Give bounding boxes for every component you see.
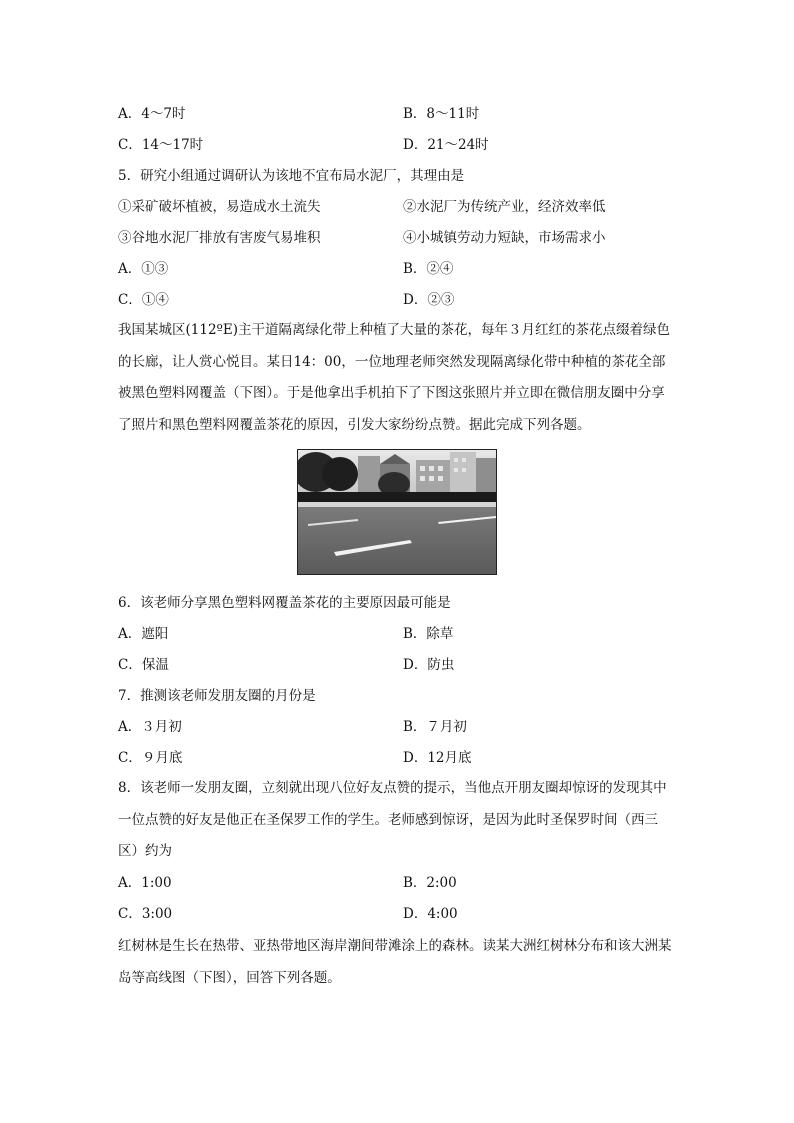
q4-option-c: C．14～17时: [118, 137, 204, 153]
q4-option-d: D．21～24时: [403, 137, 489, 153]
q6-option-b: B．除草: [403, 626, 454, 642]
q5-option-c: C．①④: [118, 292, 169, 308]
q5-item-4: ④小城镇劳动力短缺，市场需求小: [403, 230, 606, 246]
q8-option-d: D．4:00: [403, 906, 458, 922]
q5-item-1: ①采矿破坏植被，易造成水土流失: [118, 199, 321, 215]
q6-option-c: C．保温: [118, 657, 169, 673]
q5-item-3: ③谷地水泥厂排放有害废气易堆积: [118, 230, 321, 246]
q5-option-d: D．②③: [403, 292, 455, 308]
q8-option-c: C．3:00: [118, 906, 173, 922]
q7-option-a: A．３月初: [118, 719, 182, 735]
q7-stem: 7．推测该老师发朋友圈的月份是: [118, 688, 316, 704]
q5-option-a: A．①③: [118, 261, 169, 277]
street-photo: [297, 449, 497, 575]
q5-stem: 5．研究小组通过调研认为该地不宜布局水泥厂，其理由是: [118, 168, 465, 184]
q7-option-b: B．７月初: [403, 719, 467, 735]
q6-stem: 6．该老师分享黑色塑料网覆盖茶花的主要原因最可能是: [118, 595, 451, 611]
q8-stem: 8．该老师一发朋友圈，立刻就出现八位好友点赞的提示，当他点开朋友圈却惊讶的发现其中一位点赞的好友是他正在圣保罗工作的学生。老师感到惊讶，是因为此时圣保罗时间（西三区）约为: [118, 780, 667, 859]
q6-option-a: A．遮阳: [118, 626, 169, 642]
q7-option-c: C．９月底: [118, 750, 183, 766]
q7-option-d: D．12月底: [403, 750, 472, 766]
q8-option-b: B．2:00: [403, 875, 457, 891]
q5-option-b: B．②④: [403, 261, 454, 277]
street-photo-image: [298, 450, 496, 574]
q4-option-a: A．4～7时: [118, 106, 186, 122]
passage-mangrove: 红树林是生长在热带、亚热带地区海岸潮间带滩涂上的森林。读某大洲红树林分布和该大洲某岛等高线图（下图），回答下列各题。: [118, 938, 672, 986]
q8-option-a: A．1:00: [118, 875, 172, 891]
q6-option-d: D．防虫: [403, 657, 455, 673]
passage-camellia: 我国某城区(112ºE)主干道隔离绿化带上种植了大量的茶花，每年３月红红的茶花点缀着绿色的长廊，让人赏心悦目。某日14：00，一位地理老师突然发现隔离绿化带中种植的茶花全部被黑色塑料网覆盖（下图）。于是他拿出手机拍下了下图这张照片并立即在微信朋友圈中分享了照片和黑色塑料网覆盖茶花的原因，引发大家纷纷点赞。据此完成下列各题。: [118, 322, 671, 433]
q5-item-2: ②水泥厂为传统产业，经济效率低: [403, 199, 606, 215]
q4-option-b: B．8～11时: [403, 106, 480, 122]
